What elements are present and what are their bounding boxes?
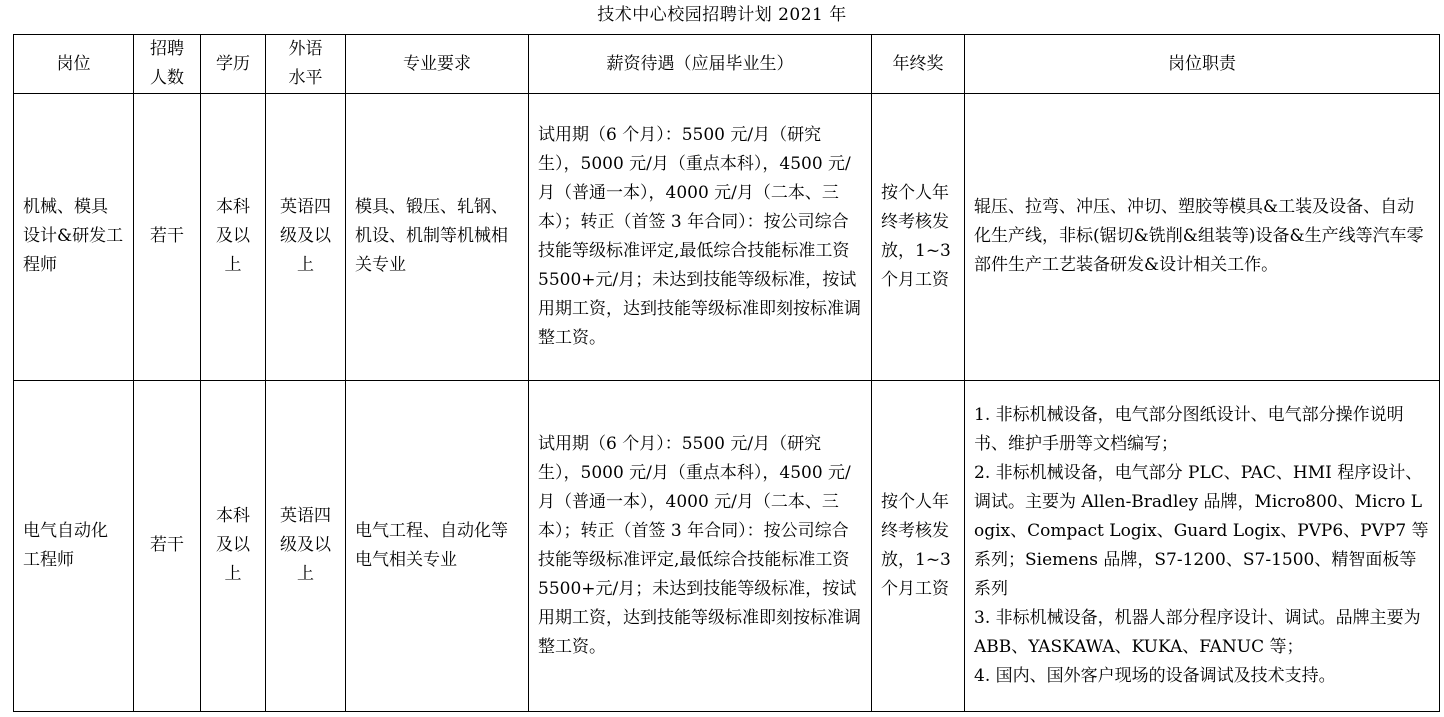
- cell-headcount: 若干: [134, 380, 201, 711]
- cell-major: 模具、锻压、轧钢、机设、机制等机械相关专业: [346, 94, 529, 381]
- table-row: [14, 94, 1440, 381]
- cell-duties: 辊压、拉弯、冲压、冲切、塑胶等模具&工装及设备、自动化生产线，非标(锯切&铣削&组装等)设备&生产线等汽车零部件生产工艺装备研发&设计相关工作。: [965, 94, 1440, 381]
- document-title: 技术中心校园招聘计划 2021 年: [597, 5, 847, 25]
- header-major: 专业要求: [346, 35, 529, 94]
- table-header-row: [14, 35, 1440, 94]
- header-position: 岗位: [14, 35, 134, 94]
- recruitment-table: [13, 34, 1440, 712]
- header-bonus: 年终奖: [872, 35, 965, 94]
- duty-item: 2. 非标机械设备，电气部分 PLC、PAC、HMI 程序设计、调试。主要为 Allen-Bradley 品牌，Micro800、Micro Logix、Compact Logix、Guard Logix、PVP6、PVP7 等系列；Siemens 品牌，S7-1200、S7-1500、精智面板等系列: [974, 462, 1429, 599]
- duty-item: 1. 非标机械设备，电气部分图纸设计、电气部分操作说明书、维护手册等文档编写；: [974, 404, 1404, 454]
- cell-major: 电气工程、自动化等电气相关专业: [346, 380, 529, 711]
- header-language: 外语 水平: [266, 35, 346, 94]
- cell-salary: 试用期（6 个月）：5500 元/月（研究生），5000 元/月（重点本科），4500 元/月（普通一本），4000 元/月（二本、三本）；转正（首签 3 年合同）：按公司综合技能等级标准评定,最低综合技能标准工资 5500+元/月；未达到技能等级标准，按试用期工资，达到技能等级标准即刻按标准调整工资。: [529, 380, 872, 711]
- header-education: 学历: [201, 35, 266, 94]
- duty-item: 3. 非标机械设备，机器人部分程序设计、调试。品牌主要为 ABB、YASKAWA、KUKA、FANUC 等；: [974, 607, 1421, 657]
- duty-list: [974, 401, 1430, 691]
- cell-education: 本科及以上: [201, 380, 266, 711]
- header-duties: 岗位职责: [965, 35, 1440, 94]
- cell-position: 机械、模具设计&研发工程师: [14, 94, 134, 381]
- cell-salary: 试用期（6 个月）：5500 元/月（研究生），5000 元/月（重点本科），4500 元/月（普通一本），4000 元/月（二本、三本）；转正（首签 3 年合同）：按公司综合技能等级标准评定,最低综合技能标准工资 5500+元/月；未达到技能等级标准，按试用期工资，达到技能等级标准即刻按标准调整工资。: [529, 94, 872, 381]
- cell-language: 英语四级及以上: [266, 94, 346, 381]
- cell-bonus: 按个人年终考核发放，1~3 个月工资: [872, 94, 965, 381]
- table-row: [14, 380, 1440, 711]
- header-salary: 薪资待遇（应届毕业生）: [529, 35, 872, 94]
- header-headcount: 招聘 人数: [134, 35, 201, 94]
- cell-headcount: 若干: [134, 94, 201, 381]
- duty-item: 4. 国内、国外客户现场的设备调试及技术支持。: [974, 665, 1336, 686]
- cell-bonus: 按个人年终考核发放，1~3 个月工资: [872, 380, 965, 711]
- cell-position: 电气自动化工程师: [14, 380, 134, 711]
- cell-language: 英语四级及以上: [266, 380, 346, 711]
- cell-duties: [965, 380, 1440, 711]
- cell-education: 本科及以上: [201, 94, 266, 381]
